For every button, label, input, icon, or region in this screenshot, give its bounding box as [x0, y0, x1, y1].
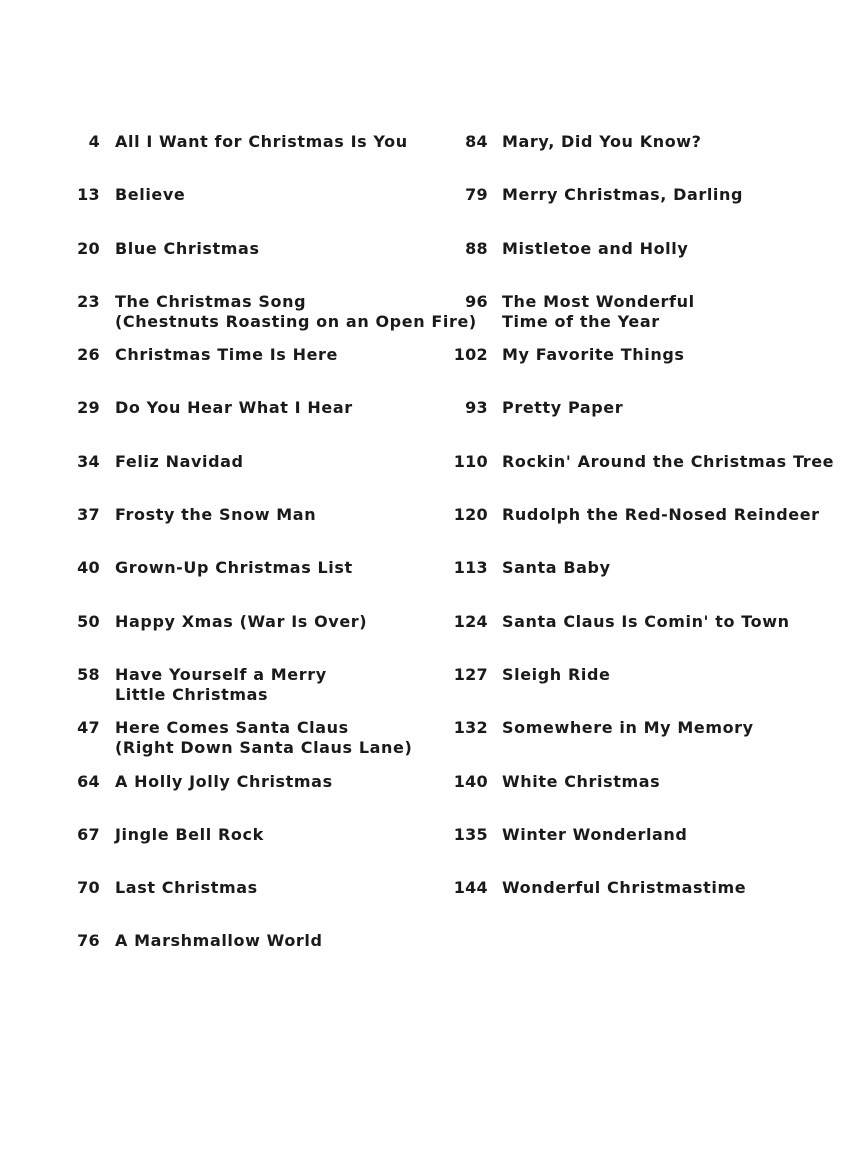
- toc-entry: [452, 558, 852, 611]
- page-number: 144: [453, 878, 488, 898]
- song-title: [115, 558, 353, 578]
- page-number: 93: [465, 398, 488, 418]
- song-title: [115, 452, 244, 472]
- page-number: 40: [77, 558, 100, 578]
- song-title-line: Wonderful Christmastime: [502, 878, 747, 898]
- song-title-line: Blue Christmas: [115, 238, 260, 258]
- song-title-line: Winter Wonderland: [502, 824, 688, 844]
- page-number: 88: [465, 238, 488, 258]
- song-title: [502, 292, 695, 332]
- song-title: [115, 132, 408, 152]
- page-number: 102: [453, 345, 488, 365]
- toc-entry: [70, 931, 450, 984]
- toc-entry: [452, 292, 852, 345]
- page-number: 50: [77, 611, 100, 631]
- toc-entry: [70, 505, 450, 558]
- page-number: 64: [77, 771, 100, 791]
- toc-entry: [452, 239, 852, 292]
- song-title: [115, 345, 338, 365]
- song-title-line: Feliz Navidad: [115, 451, 244, 471]
- song-title-line: Jingle Bell Rock: [115, 824, 264, 844]
- toc-entry: [452, 718, 852, 771]
- page-number: 113: [453, 558, 488, 578]
- song-title-line: Somewhere in My Memory: [502, 718, 754, 738]
- song-title: [115, 398, 353, 418]
- song-title: [115, 505, 316, 525]
- song-title: [115, 665, 327, 705]
- song-title-line: Mistletoe and Holly: [502, 238, 689, 258]
- page-number: 13: [77, 185, 100, 205]
- song-title-line: The Christmas Song: [115, 291, 307, 311]
- toc-entry: [70, 132, 450, 185]
- page-number: 37: [77, 505, 100, 525]
- song-title-line: Have Yourself a Merry: [115, 664, 327, 684]
- toc-entry: [452, 878, 852, 931]
- page-number: 96: [465, 291, 488, 311]
- song-title-line: Little Christmas: [115, 684, 269, 704]
- toc-entry: [452, 665, 852, 718]
- page-number: 84: [465, 132, 488, 151]
- song-title: [502, 398, 623, 418]
- page-number: 29: [77, 398, 100, 418]
- song-title-line: Mary, Did You Know?: [502, 132, 702, 151]
- song-title-line: White Christmas: [502, 771, 661, 791]
- song-title-line: Here Comes Santa Claus: [115, 718, 349, 738]
- toc-entry: [70, 825, 450, 878]
- song-title-line: Sleigh Ride: [502, 664, 611, 684]
- song-title: [502, 665, 610, 685]
- toc-entry: [452, 825, 852, 878]
- toc-entry: [452, 185, 852, 238]
- song-title: [502, 505, 820, 525]
- song-title-line: The Most Wonderful: [502, 291, 695, 311]
- page-number: 124: [453, 611, 488, 631]
- song-title: [502, 718, 754, 738]
- song-title: [115, 612, 367, 632]
- song-title: [502, 185, 743, 205]
- page-number: 34: [77, 451, 100, 471]
- song-title-line: Happy Xmas (War Is Over): [115, 611, 368, 631]
- song-title: [502, 612, 790, 632]
- song-title-line: Time of the Year: [502, 311, 660, 331]
- page-number: 20: [77, 238, 100, 258]
- toc-entry: [70, 665, 450, 718]
- toc-entry: [452, 505, 852, 558]
- page-number: 47: [77, 718, 100, 738]
- song-title-line: Last Christmas: [115, 878, 258, 898]
- song-title-line: Frosty the Snow Man: [115, 505, 317, 525]
- page-number: 4: [88, 132, 100, 151]
- toc-entry: [70, 398, 450, 451]
- toc-right-column: [452, 132, 852, 931]
- toc-entry: [70, 239, 450, 292]
- toc-entry: [70, 452, 450, 505]
- toc-entry: [70, 185, 450, 238]
- song-title: [502, 558, 611, 578]
- page-number: 76: [77, 931, 100, 951]
- page-number: 127: [453, 664, 488, 684]
- song-title-line: Santa Baby: [502, 558, 611, 578]
- song-title-line: A Marshmallow World: [115, 931, 323, 951]
- song-title: [502, 132, 702, 152]
- song-title: [502, 825, 687, 845]
- song-title-line: Rockin' Around the Christmas Tree: [502, 451, 835, 471]
- page-number: 23: [77, 291, 100, 311]
- song-title-line: My Favorite Things: [502, 345, 685, 365]
- song-title-line: Merry Christmas, Darling: [502, 185, 744, 205]
- toc-entry: [452, 345, 852, 398]
- page-number: 70: [77, 878, 100, 898]
- toc-entry: [70, 345, 450, 398]
- song-title-line: Christmas Time Is Here: [115, 345, 338, 365]
- song-title-line: Grown-Up Christmas List: [115, 558, 353, 578]
- toc-entry: [70, 772, 450, 825]
- song-title-line: Pretty Paper: [502, 398, 624, 418]
- toc-entry: [70, 718, 450, 771]
- song-title-line: A Holly Jolly Christmas: [115, 771, 333, 791]
- toc-entry: [452, 612, 852, 665]
- song-title-line: Rudolph the Red-Nosed Reindeer: [502, 505, 820, 525]
- page-number: 140: [453, 771, 488, 791]
- song-title: [115, 825, 264, 845]
- song-title-line: Do You Hear What I Hear: [115, 398, 353, 418]
- toc-entry: [70, 878, 450, 931]
- toc-entry: [70, 612, 450, 665]
- toc-entry: [452, 398, 852, 451]
- page-number: 135: [453, 824, 488, 844]
- page-number: 132: [453, 718, 488, 738]
- toc-entry: [452, 452, 852, 505]
- song-title: [115, 931, 323, 951]
- page-number: 67: [77, 824, 100, 844]
- page-number: 79: [465, 185, 488, 205]
- song-title-line: (Chestnuts Roasting on an Open Fire): [115, 311, 477, 331]
- page-number: 120: [453, 505, 488, 525]
- song-title: [115, 878, 258, 898]
- song-title: [502, 772, 660, 792]
- song-title-line: Believe: [115, 185, 186, 205]
- song-title-line: Santa Claus Is Comin' to Town: [502, 611, 790, 631]
- song-title-line: (Right Down Santa Claus Lane): [115, 738, 413, 758]
- song-title: [502, 452, 834, 472]
- song-title: [115, 718, 412, 758]
- toc-entry: [452, 772, 852, 825]
- page-number: 110: [453, 451, 488, 471]
- page-number: 26: [77, 345, 100, 365]
- song-title: [115, 292, 477, 332]
- song-title: [502, 239, 688, 259]
- song-title-line: All I Want for Christmas Is You: [115, 132, 408, 151]
- song-title: [115, 772, 333, 792]
- page-number: 58: [77, 664, 100, 684]
- song-title: [502, 878, 746, 898]
- song-title: [502, 345, 685, 365]
- toc-entry: [452, 132, 852, 185]
- toc-entry: [70, 558, 450, 611]
- song-title: [115, 185, 185, 205]
- song-title: [115, 239, 260, 259]
